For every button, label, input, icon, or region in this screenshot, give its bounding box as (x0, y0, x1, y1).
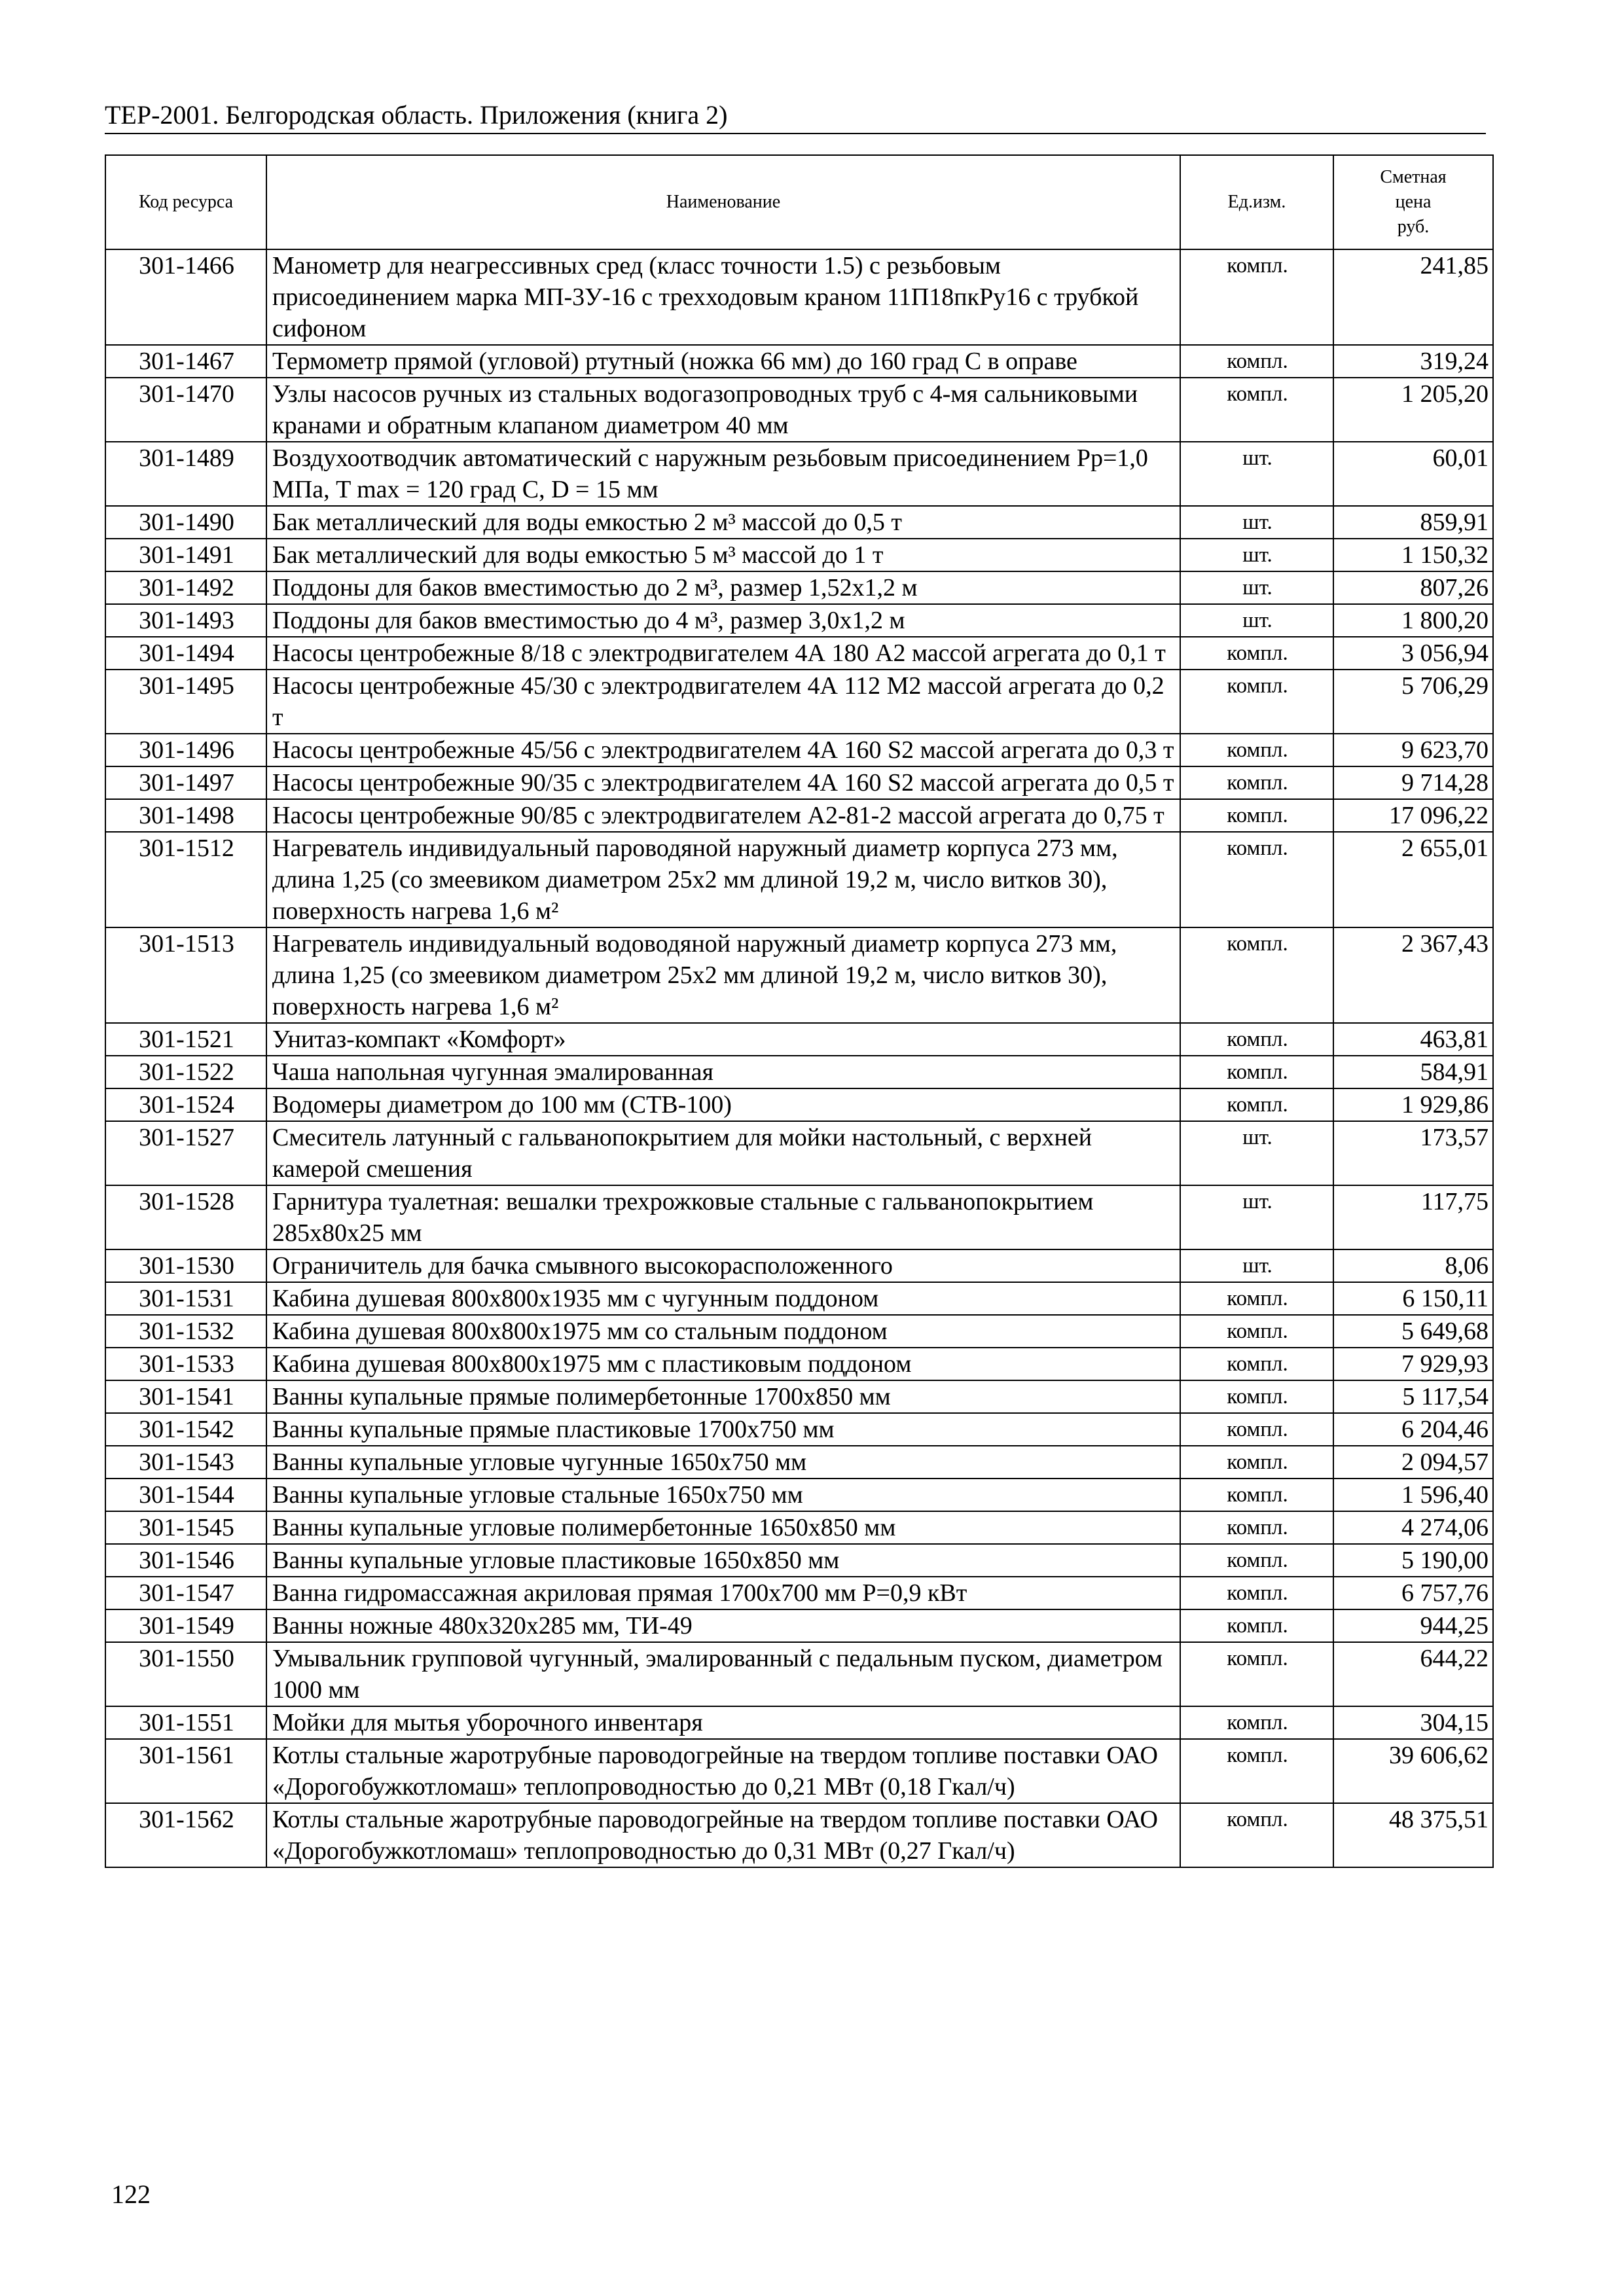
cell-name: Насосы центробежные 90/35 с электродвигателем 4А 160 S2 массой агрегата до 0,5 т (266, 766, 1180, 799)
table-row (105, 378, 1493, 442)
cell-unit: компл. (1180, 1479, 1333, 1511)
cell-code: 301-1497 (105, 766, 266, 799)
cell-price: 1 205,20 (1333, 378, 1493, 442)
table-row (105, 670, 1493, 734)
cell-unit: шт. (1180, 571, 1333, 604)
cell-name: Нагреватель индивидуальный водоводяной наружный диаметр корпуса 273 мм, длина 1,25 (со змеевиком диаметром 25х2 мм длиной 19,2 м, число витков 30), поверхность нагрева 1,6 м² (266, 927, 1180, 1023)
cell-price: 6 150,11 (1333, 1282, 1493, 1315)
table-row (105, 506, 1493, 539)
cell-code: 301-1532 (105, 1315, 266, 1348)
cell-unit: компл. (1180, 1088, 1333, 1121)
cell-name: Кабина душевая 800х800х1975 мм со стальным поддоном (266, 1315, 1180, 1348)
page-header: ТЕР-2001. Белгородская область. Приложения (книга 2) (105, 100, 728, 130)
cell-code: 301-1531 (105, 1282, 266, 1315)
cell-price: 6 204,46 (1333, 1413, 1493, 1446)
cell-name: Насосы центробежные 90/85 с электродвигателем А2-81-2 массой агрегата до 0,75 т (266, 799, 1180, 832)
cell-name: Гарнитура туалетная: вешалки трехрожковые стальные с гальванопокрытием 285х80х25 мм (266, 1185, 1180, 1249)
table-row (105, 1185, 1493, 1249)
cell-unit: компл. (1180, 832, 1333, 927)
page-number: 122 (111, 2179, 151, 2209)
table-row (105, 1282, 1493, 1315)
table-row (105, 571, 1493, 604)
cell-code: 301-1492 (105, 571, 266, 604)
cell-code: 301-1527 (105, 1121, 266, 1185)
cell-code: 301-1491 (105, 539, 266, 571)
cell-price: 173,57 (1333, 1121, 1493, 1185)
cell-price: 6 757,76 (1333, 1577, 1493, 1609)
table-row (105, 604, 1493, 637)
table-row (105, 1056, 1493, 1088)
cell-name: Ванны купальные угловые полимербетонные 1650х850 мм (266, 1511, 1180, 1544)
cell-name: Насосы центробежные 8/18 с электродвигателем 4А 180 А2 массой агрегата до 0,1 т (266, 637, 1180, 670)
table-row (105, 1706, 1493, 1739)
table-row (105, 1249, 1493, 1282)
table-row (105, 637, 1493, 670)
cell-price: 807,26 (1333, 571, 1493, 604)
cell-unit: шт. (1180, 539, 1333, 571)
table-row (105, 249, 1493, 345)
table-row (105, 1023, 1493, 1056)
cell-code: 301-1533 (105, 1348, 266, 1380)
table-row (105, 1803, 1493, 1867)
cell-code: 301-1541 (105, 1380, 266, 1413)
cell-name: Бак металлический для воды емкостью 5 м³ массой до 1 т (266, 539, 1180, 571)
cell-price: 48 375,51 (1333, 1803, 1493, 1867)
cell-unit: компл. (1180, 799, 1333, 832)
table-row (105, 539, 1493, 571)
table-row (105, 734, 1493, 766)
cell-code: 301-1543 (105, 1446, 266, 1479)
cell-unit: компл. (1180, 1803, 1333, 1867)
cell-price: 4 274,06 (1333, 1511, 1493, 1544)
cell-code: 301-1524 (105, 1088, 266, 1121)
cell-code: 301-1521 (105, 1023, 266, 1056)
table-row (105, 766, 1493, 799)
cell-price: 5 649,68 (1333, 1315, 1493, 1348)
cell-code: 301-1498 (105, 799, 266, 832)
cell-price: 1 800,20 (1333, 604, 1493, 637)
cell-price: 859,91 (1333, 506, 1493, 539)
table-row (105, 442, 1493, 506)
cell-code: 301-1495 (105, 670, 266, 734)
cell-code: 301-1489 (105, 442, 266, 506)
cell-name: Ограничитель для бачка смывного высокорасположенного (266, 1249, 1180, 1282)
cell-name: Кабина душевая 800х800х1935 мм с чугунным поддоном (266, 1282, 1180, 1315)
cell-name: Бак металлический для воды емкостью 2 м³ массой до 0,5 т (266, 506, 1180, 539)
cell-price: 9 623,70 (1333, 734, 1493, 766)
cell-price: 584,91 (1333, 1056, 1493, 1088)
cell-name: Ванны ножные 480х320х285 мм, ТИ-49 (266, 1609, 1180, 1642)
cell-name: Термометр прямой (угловой) ртутный (ножка 66 мм) до 160 град С в оправе (266, 345, 1180, 378)
cell-name: Поддоны для баков вместимостью до 4 м³, размер 3,0х1,2 м (266, 604, 1180, 637)
cell-unit: компл. (1180, 1056, 1333, 1088)
cell-price: 2 367,43 (1333, 927, 1493, 1023)
cell-price: 319,24 (1333, 345, 1493, 378)
table-row (105, 1642, 1493, 1706)
cell-name: Унитаз-компакт «Комфорт» (266, 1023, 1180, 1056)
cell-name: Чаша напольная чугунная эмалированная (266, 1056, 1180, 1088)
cell-price: 39 606,62 (1333, 1739, 1493, 1803)
column-header-price-line1: Сметная (1380, 167, 1447, 187)
resource-price-table (105, 154, 1494, 1868)
cell-code: 301-1551 (105, 1706, 266, 1739)
cell-name: Водомеры диаметром до 100 мм (СТВ-100) (266, 1088, 1180, 1121)
cell-name: Нагреватель индивидуальный пароводяной наружный диаметр корпуса 273 мм, длина 1,25 (со змеевиком диаметром 25х2 мм длиной 19,2 м, число витков 30), поверхность нагрева 1,6 м² (266, 832, 1180, 927)
cell-name: Манометр для неагрессивных сред (класс точности 1.5) с резьбовым присоединением марка МП-3У-16 с трехходовым краном 11П18пкРу16 с трубкой сифоном (266, 249, 1180, 345)
cell-name: Ванны купальные угловые стальные 1650х750 мм (266, 1479, 1180, 1511)
cell-code: 301-1545 (105, 1511, 266, 1544)
cell-unit: шт. (1180, 1121, 1333, 1185)
cell-price: 3 056,94 (1333, 637, 1493, 670)
cell-price: 241,85 (1333, 249, 1493, 345)
cell-price: 60,01 (1333, 442, 1493, 506)
table-row (105, 1511, 1493, 1544)
cell-unit: компл. (1180, 1577, 1333, 1609)
table-row (105, 1479, 1493, 1511)
cell-code: 301-1513 (105, 927, 266, 1023)
table-row (105, 799, 1493, 832)
cell-unit: компл. (1180, 927, 1333, 1023)
cell-code: 301-1522 (105, 1056, 266, 1088)
table-row (105, 1121, 1493, 1185)
table-row (105, 345, 1493, 378)
cell-unit: шт. (1180, 1249, 1333, 1282)
table-row (105, 832, 1493, 927)
cell-unit: компл. (1180, 1348, 1333, 1380)
cell-unit: компл. (1180, 1446, 1333, 1479)
cell-name: Ванна гидромассажная акриловая прямая 1700х700 мм Р=0,9 кВт (266, 1577, 1180, 1609)
cell-unit: компл. (1180, 1706, 1333, 1739)
cell-code: 301-1528 (105, 1185, 266, 1249)
cell-unit: компл. (1180, 637, 1333, 670)
cell-price: 8,06 (1333, 1249, 1493, 1282)
header-rule (105, 133, 1486, 134)
table-body (105, 249, 1493, 1867)
cell-unit: компл. (1180, 734, 1333, 766)
table-row (105, 1544, 1493, 1577)
cell-code: 301-1547 (105, 1577, 266, 1609)
cell-code: 301-1550 (105, 1642, 266, 1706)
cell-code: 301-1562 (105, 1803, 266, 1867)
cell-unit: компл. (1180, 670, 1333, 734)
cell-unit: шт. (1180, 506, 1333, 539)
cell-unit: компл. (1180, 1380, 1333, 1413)
cell-unit: шт. (1180, 1185, 1333, 1249)
column-header-price-line2: цена (1395, 192, 1432, 212)
column-header-price-line3: руб. (1397, 217, 1430, 237)
cell-name: Насосы центробежные 45/56 с электродвигателем 4А 160 S2 массой агрегата до 0,3 т (266, 734, 1180, 766)
cell-price: 5 706,29 (1333, 670, 1493, 734)
cell-name: Котлы стальные жаротрубные пароводогрейные на твердом топливе поставки ОАО «Дорогобужкотломаш» теплопроводностью до 0,31 МВт (0,27 Гкал/ч) (266, 1803, 1180, 1867)
cell-unit: компл. (1180, 1023, 1333, 1056)
cell-name: Ванны купальные угловые пластиковые 1650х850 мм (266, 1544, 1180, 1577)
cell-unit: компл. (1180, 378, 1333, 442)
cell-name: Поддоны для баков вместимостью до 2 м³, размер 1,52х1,2 м (266, 571, 1180, 604)
cell-name: Смеситель латунный с гальванопокрытием для мойки настольный, с верхней камерой смешения (266, 1121, 1180, 1185)
cell-unit: компл. (1180, 1511, 1333, 1544)
cell-price: 304,15 (1333, 1706, 1493, 1739)
cell-unit: компл. (1180, 1642, 1333, 1706)
cell-price: 944,25 (1333, 1609, 1493, 1642)
cell-unit: компл. (1180, 1544, 1333, 1577)
cell-unit: компл. (1180, 345, 1333, 378)
table-row (105, 1088, 1493, 1121)
cell-code: 301-1544 (105, 1479, 266, 1511)
cell-unit: компл. (1180, 1609, 1333, 1642)
cell-code: 301-1530 (105, 1249, 266, 1282)
cell-unit: компл. (1180, 1739, 1333, 1803)
cell-unit: компл. (1180, 1282, 1333, 1315)
table-header-row (105, 155, 1493, 249)
cell-unit: компл. (1180, 766, 1333, 799)
cell-name: Ванны купальные прямые пластиковые 1700х750 мм (266, 1413, 1180, 1446)
column-header-name: Наименование (266, 155, 1180, 249)
cell-price: 2 094,57 (1333, 1446, 1493, 1479)
table-row (105, 927, 1493, 1023)
cell-code: 301-1542 (105, 1413, 266, 1446)
cell-price: 1 596,40 (1333, 1479, 1493, 1511)
cell-code: 301-1470 (105, 378, 266, 442)
cell-code: 301-1549 (105, 1609, 266, 1642)
cell-price: 1 929,86 (1333, 1088, 1493, 1121)
cell-name: Насосы центробежные 45/30 с электродвигателем 4А 112 М2 массой агрегата до 0,2 т (266, 670, 1180, 734)
table-row (105, 1609, 1493, 1642)
cell-unit: компл. (1180, 1315, 1333, 1348)
cell-code: 301-1496 (105, 734, 266, 766)
cell-price: 463,81 (1333, 1023, 1493, 1056)
cell-price: 1 150,32 (1333, 539, 1493, 571)
cell-name: Умывальник групповой чугунный, эмалированный с педальным пуском, диаметром 1000 мм (266, 1642, 1180, 1706)
column-header-unit: Ед.изм. (1180, 155, 1333, 249)
cell-price: 117,75 (1333, 1185, 1493, 1249)
cell-name: Мойки для мытья уборочного инвентаря (266, 1706, 1180, 1739)
table-row (105, 1380, 1493, 1413)
cell-code: 301-1466 (105, 249, 266, 345)
cell-price: 644,22 (1333, 1642, 1493, 1706)
cell-code: 301-1490 (105, 506, 266, 539)
table-row (105, 1577, 1493, 1609)
cell-unit: компл. (1180, 249, 1333, 345)
cell-price: 17 096,22 (1333, 799, 1493, 832)
cell-name: Воздухоотводчик автоматический с наружным резьбовым присоединением Рр=1,0 МПа, T max = 120 град С, D = 15 мм (266, 442, 1180, 506)
cell-code: 301-1561 (105, 1739, 266, 1803)
column-header-code: Код ресурса (105, 155, 266, 249)
cell-unit: шт. (1180, 442, 1333, 506)
table-row (105, 1413, 1493, 1446)
cell-price: 9 714,28 (1333, 766, 1493, 799)
table-row (105, 1348, 1493, 1380)
cell-name: Узлы насосов ручных из стальных водогазопроводных труб с 4-мя сальниковыми кранами и обратным клапаном диаметром 40 мм (266, 378, 1180, 442)
table-row (105, 1315, 1493, 1348)
cell-price: 5 190,00 (1333, 1544, 1493, 1577)
cell-unit: компл. (1180, 1413, 1333, 1446)
cell-price: 7 929,93 (1333, 1348, 1493, 1380)
cell-code: 301-1493 (105, 604, 266, 637)
cell-name: Кабина душевая 800х800х1975 мм с пластиковым поддоном (266, 1348, 1180, 1380)
cell-code: 301-1546 (105, 1544, 266, 1577)
cell-price: 5 117,54 (1333, 1380, 1493, 1413)
cell-code: 301-1512 (105, 832, 266, 927)
cell-code: 301-1494 (105, 637, 266, 670)
column-header-price (1333, 155, 1493, 249)
table-row (105, 1446, 1493, 1479)
cell-name: Котлы стальные жаротрубные пароводогрейные на твердом топливе поставки ОАО «Дорогобужкотломаш» теплопроводностью до 0,21 МВт (0,18 Гкал/ч) (266, 1739, 1180, 1803)
table-row (105, 1739, 1493, 1803)
cell-unit: шт. (1180, 604, 1333, 637)
cell-price: 2 655,01 (1333, 832, 1493, 927)
cell-name: Ванны купальные угловые чугунные 1650х750 мм (266, 1446, 1180, 1479)
cell-name: Ванны купальные прямые полимербетонные 1700х850 мм (266, 1380, 1180, 1413)
cell-code: 301-1467 (105, 345, 266, 378)
